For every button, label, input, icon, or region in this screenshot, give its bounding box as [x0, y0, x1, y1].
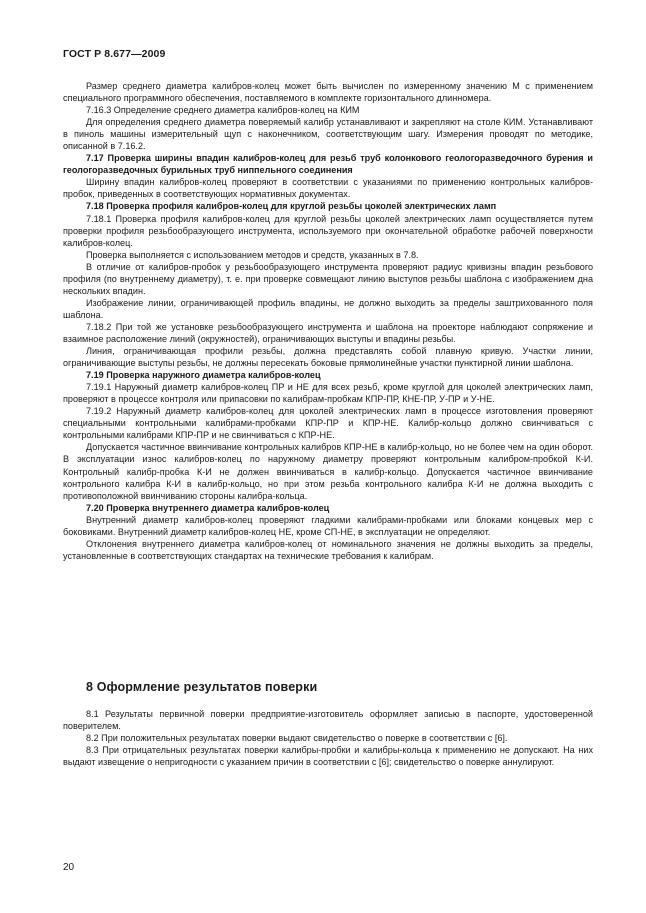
paragraph: 8.2 При положительных результатах поверки выдают свидетельство о поверке в соответствии с [6]. — [86, 733, 508, 744]
section-body — [63, 708, 593, 768]
subsection-heading: 7.19 Проверка наружного диаметра калибров-колец — [86, 370, 321, 381]
subsection-heading: 7.18 Проверка профиля калибров-колец для круглой резьбы цоколей электрических ламп — [86, 201, 497, 212]
paragraph: Ширину впадин калибров-колец проверяют в соответствии с указаниями по применению контрольных калибров-пробок, приведенных в соответствующих нормативных документах. — [63, 177, 593, 200]
paragraph: 7.16.3 Определение среднего диаметра калибров-колец на КИМ — [86, 105, 360, 116]
paragraph: Изображение линии, ограничивающей профиль впадины, не должно выходить за пределы заштрихованного поля шаблона. — [63, 297, 593, 320]
paragraph: Линия, ограничивающая профили резьбы, должна представлять собой плавную кривую. Участки линии, ограничивающие выступы резьбы, не должны пересекать боковые прямолинейные участки пунктирной линии шаблона. — [63, 346, 593, 369]
paragraph: Проверка выполняется с использованием методов и средств, указанных в 7.8. — [86, 249, 419, 260]
paragraph: 7.18.1 Проверка профиля калибров-колец для круглой резьбы цоколей электрических ламп осуществляется путем проверки профиля резьбообразующего инструмента, используемого при окончательной обработке рабочей поверхности калибров-колец. — [63, 213, 593, 248]
section-heading: 8 Оформление результатов поверки — [86, 680, 318, 694]
paragraph: Допускается частичное ввинчивание контрольных калибров КПР-НЕ в калибр-кольцо, но не более чем на один оборот. В эксплуатации износ калибров-колец по наружному диаметру проверяют контрольным калибром-пробкой К-И. Контрольный калибр-пробка К-И не должен ввинчиваться в калибр-кольцо. Допускается частичное ввинчивание контрольного калибра К-И в калибр-кольцо, но при этом резьба контрольного калибра К-И не должна выходить с противоположной ввинчиванию стороны калибра-кольца. — [63, 442, 593, 501]
paragraph: В отличие от калибров-пробок у резьбообразующего инструмента проверяют радиус кривизны впадин резьбового профиля (по внутреннему диаметру), т. е. при проверке совмещают линию выступов резьбы шаблона с изображением дна нескольких впадин. — [63, 261, 593, 296]
paragraph: Отклонения внутреннего диаметра калибров-колец от номинального значения не должны выходить за пределы, установленные в соответствующих стандартах на технические требования к калибрам. — [63, 538, 593, 561]
paragraph: 7.19.2 Наружный диаметр калибров-колец для цоколей электрических ламп в процессе изготовления проверяют специальными контрольными калибрами-пробками КПР-ПР и КПР-НЕ. Калибр-кольцо должно свинчиваться с контрольными калибрами КПР-ПР и не свинчиваться с КПР-НЕ. — [63, 406, 593, 441]
paragraph: Для определения среднего диаметра поверяемый калибр устанавливают и закрепляют на столе КИМ. Устанавливают в пиноль машины измерительный щуп с наконечником, соответствующим шагу. Измерения проводят по методике, описанной в 7.16.2. — [63, 117, 593, 152]
paragraph: 7.19.1 Наружный диаметр калибров-колец ПР и НЕ для всех резьб, кроме круглой для цоколей электрических ламп, проверяют в процессе контроля или припасовки по калибрам-пробкам КПР-ПР, КНЕ-ПР, У-ПР и У-НЕ. — [63, 382, 593, 405]
paragraph: 8.1 Результаты первичной поверки предприятие-изготовитель оформляет записью в паспорте, удостоверенной поверителем. — [63, 709, 593, 732]
paragraph: Внутренний диаметр калибров-колец проверяют гладкими калибрами-пробками или блоками концевых мер с боковиками. Внутренний диаметр калибров-колец НЕ, кроме СП-НЕ, в эксплуатации не определяют. — [63, 514, 593, 537]
paragraph: 8.3 При отрицательных результатах поверки калибры-пробки и калибры-кольца к применению не допускают. На них выдают извещение о непригодности с указанием причин в соответствии с [6]; свидетельство о поверке аннулируют. — [63, 745, 593, 768]
paragraph: 7.18.2 При той же установке резьбообразующего инструмента и шаблона на проекторе наблюдают сопряжение и взаимное расположение линий (окружностей), ограничивающих выступы и впадины резьбы. — [63, 321, 593, 344]
page-number: 20 — [63, 862, 75, 873]
document-header: ГОСТ Р 8.677—2009 — [63, 48, 166, 60]
subsection-heading: 7.17 Проверка ширины впадин калибров-колец для резьб труб колонкового геологоразведочного бурения и геологоразведочных бурильных труб ниппельного соединения — [63, 153, 593, 176]
paragraph: Размер среднего диаметра калибров-колец может быть вычислен по измеренному значению М с применением специального программного обеспечения, поставляемого в комплекте горизонтального длинномера. — [63, 81, 593, 104]
subsection-heading: 7.20 Проверка внутреннего диаметра калибров-колец — [86, 502, 330, 513]
document-body — [63, 80, 593, 562]
